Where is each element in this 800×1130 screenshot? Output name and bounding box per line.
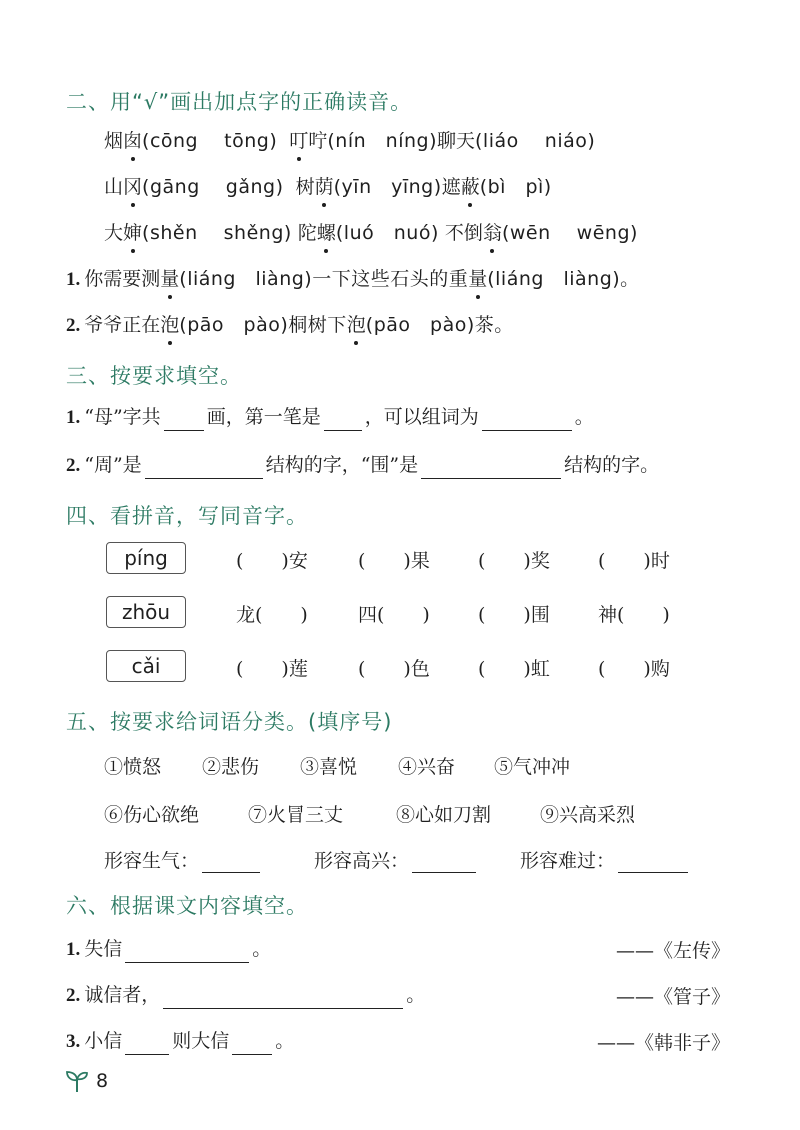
dotted-char: 冈 (123, 176, 143, 198)
section-2-title: 二、用“√”画出加点字的正确读音。 (66, 90, 413, 114)
section-6-title: 六、根据课文内容填空。 (66, 894, 308, 918)
homophone-slot[interactable]: 四( ) (358, 604, 430, 626)
homophone-slot[interactable]: 龙( ) (236, 604, 308, 626)
pinyin-options[interactable]: (pāo pào)桐树下 (179, 314, 347, 336)
question-3-1: 1. “母”字共 画，第一笔是 ，可以组词为 。 (66, 404, 594, 431)
answer-blank[interactable] (618, 852, 688, 873)
dotted-char: 翁 (482, 222, 502, 244)
pinyin-options[interactable]: (yīn yīng) (333, 176, 442, 198)
pinyin-row-1: 烟囱(cōng tōng) 叮咛(nín níng)聊天(liáo niáo) (104, 130, 596, 152)
word-item: ①愤怒 (104, 756, 162, 778)
pinyin-options[interactable]: (wēn wēng) (501, 222, 638, 244)
homophone-slot[interactable]: ( )安 (236, 550, 308, 572)
pinyin-row-3: 大婶(shěn shěng) 陀螺(luó nuó) 不倒翁(wēn wēng) (104, 222, 638, 244)
dotted-char: 量 (468, 268, 488, 290)
pinyin-options[interactable]: (gāng gǎng) (142, 176, 284, 198)
homophone-slot[interactable]: 神( ) (598, 604, 670, 626)
question-3-2: 2. “周”是 结构的字，“围”是 结构的字。 (66, 452, 659, 479)
pinyin-options[interactable]: (liáo niáo) (475, 130, 596, 152)
homophone-slot[interactable]: ( )购 (598, 658, 670, 680)
pinyin-options[interactable]: (nín níng) (327, 130, 437, 152)
section-4-title: 四、看拼音，写同音字。 (66, 504, 308, 528)
homophone-slot[interactable]: ( )虹 (478, 658, 550, 680)
dotted-char: 蔽 (460, 176, 480, 198)
dotted-char: 泡 (346, 314, 366, 336)
homophone-slot[interactable]: ( )时 (598, 550, 670, 572)
homophone-slot[interactable]: ( )色 (358, 658, 430, 680)
answer-blank[interactable] (164, 410, 204, 431)
question-6-2: 2. 诚信者， 。 (66, 982, 425, 1009)
pinyin-options[interactable]: (bì pì) (479, 176, 552, 198)
source-citation: ——《韩非子》 (596, 1032, 730, 1054)
pinyin-box: zhōu (106, 596, 186, 628)
pinyin-options[interactable]: (liáng liàng)。 (487, 268, 640, 290)
word-item: ②悲伤 (202, 756, 260, 778)
category-label: 形容高兴： (314, 846, 479, 873)
section-5-title: 五、按要求给词语分类。(填序号) (66, 710, 393, 734)
answer-blank[interactable] (125, 942, 249, 963)
question-2-1: 1. 你需要测量(liáng liàng)一下这些石头的重量(liáng liàng)。 (66, 268, 640, 290)
source-citation: ——《左传》 (615, 940, 730, 962)
answer-blank[interactable] (412, 852, 476, 873)
word-item: ⑦火冒三丈 (248, 804, 344, 826)
answer-blank[interactable] (145, 458, 263, 479)
word-item: ⑨兴高采烈 (540, 804, 636, 826)
answer-blank[interactable] (421, 458, 561, 479)
dotted-char: 囱 (123, 130, 143, 152)
homophone-slot[interactable]: ( )莲 (236, 658, 308, 680)
dotted-char: 螺 (316, 222, 336, 244)
pinyin-options[interactable]: (liáng liàng)一下这些石头的重 (179, 268, 469, 290)
section-3-title: 三、按要求填空。 (66, 364, 242, 388)
answer-blank[interactable] (232, 1034, 272, 1055)
word-item: ③喜悦 (300, 756, 358, 778)
answer-blank[interactable] (163, 988, 403, 1009)
dotted-char: 泡 (160, 314, 180, 336)
pinyin-box: cǎi (106, 650, 186, 682)
word-item: ⑧心如刀割 (396, 804, 492, 826)
answer-blank[interactable] (125, 1034, 169, 1055)
pinyin-options[interactable]: (cōng tōng) (142, 130, 278, 152)
question-6-1: 1. 失信 。 (66, 936, 271, 963)
homophone-slot[interactable]: ( )果 (358, 550, 430, 572)
word-item: ④兴奋 (398, 756, 456, 778)
answer-blank[interactable] (482, 410, 572, 431)
word-item: ⑤气冲冲 (494, 756, 571, 778)
pinyin-options[interactable]: (luó nuó) (335, 222, 439, 244)
pinyin-options[interactable]: (shěn shěng) (142, 222, 292, 244)
category-label: 形容难过： (520, 846, 691, 873)
question-2-2: 2. 爷爷正在泡(pāo pào)桐树下泡(pāo pào)茶。 (66, 314, 514, 336)
pinyin-row-2: 山冈(gāng gǎng) 树荫(yīn yīng)遮蔽(bì pì) (104, 176, 552, 198)
pinyin-box: píng (106, 542, 186, 574)
page-footer (64, 1068, 108, 1094)
source-citation: ——《管子》 (615, 986, 730, 1008)
homophone-slot[interactable]: ( )围 (478, 604, 550, 626)
category-label: 形容生气： (104, 846, 263, 873)
dotted-char: 荫 (314, 176, 334, 198)
dotted-char: 婶 (123, 222, 143, 244)
answer-blank[interactable] (202, 852, 260, 873)
dotted-char: 叮 (289, 130, 309, 152)
answer-blank[interactable] (324, 410, 362, 431)
dotted-char: 量 (160, 268, 180, 290)
page-number: 8 (96, 1070, 109, 1092)
question-6-3: 3. 小信 则大信 。 (66, 1028, 294, 1055)
sprout-icon (64, 1068, 90, 1094)
word-item: ⑥伤心欲绝 (104, 804, 200, 826)
homophone-slot[interactable]: ( )奖 (478, 550, 550, 572)
pinyin-options[interactable]: (pāo pào)茶。 (365, 314, 514, 336)
